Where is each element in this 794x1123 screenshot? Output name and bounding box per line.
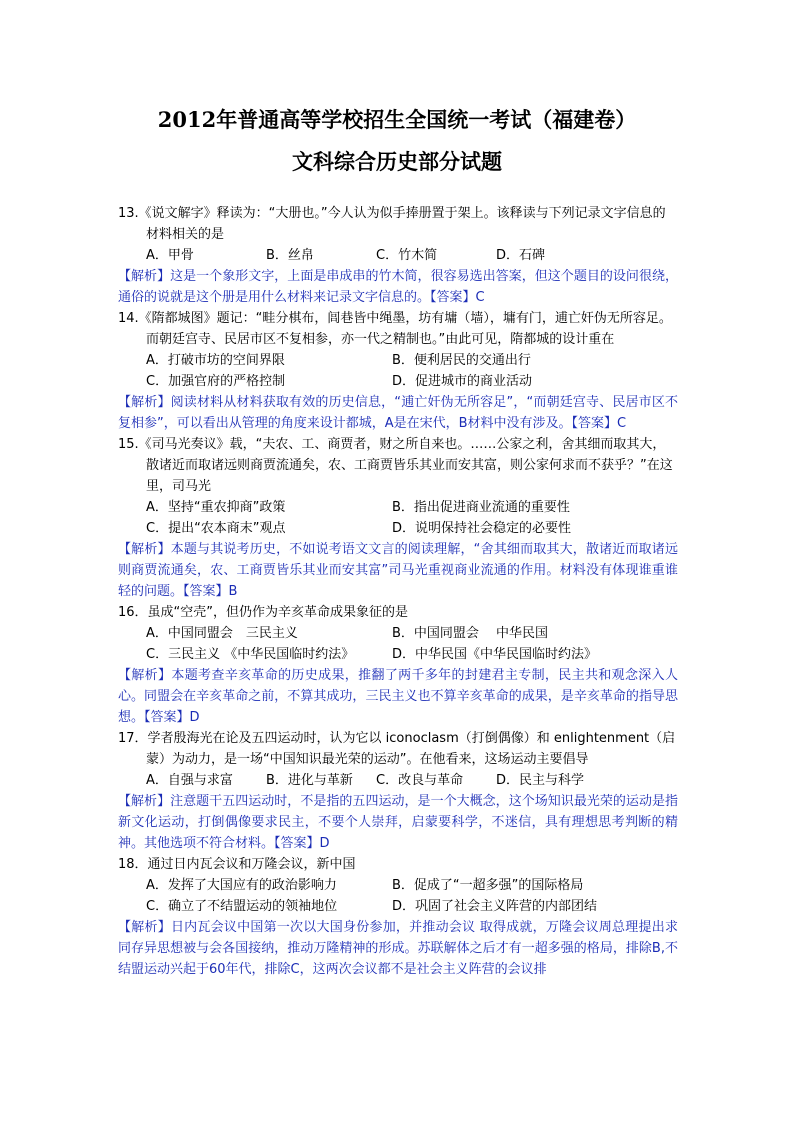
analysis: 【解析】这是一个象形文字，上面是串成串的竹木简，很容易选出答案，但这个题目的设问很绕，通俗的说就是这个册是用什么材料来记录文字信息的。【答案】C	[118, 269, 678, 305]
option-row	[118, 770, 678, 791]
question-stem: 16．虽成“空壳”，但仍作为辛亥革命成果象征的是	[118, 605, 409, 620]
option-b: B．指出促进商业流通的重要性	[392, 500, 570, 515]
page-title: 2012年普通高等学校招生全国统一考试（福建卷）	[157, 107, 637, 132]
question-16	[118, 602, 678, 728]
analysis: 【解析】日内瓦会议中国第一次以大国身份参加，并推动会议 取得成就，万隆会议周总理提出求同存异思想被与会各国接纳，推动万隆精神的形成。苏联解体之后才有一超多强的格局，排除B,不结盟运动兴起于60年代，排除C，这两次会议都不是社会主义阵营的会议排	[118, 920, 678, 977]
option-a: A．打破市坊的空间界限	[146, 353, 285, 368]
option-row	[118, 623, 678, 644]
analysis: 【解析】本题考查辛亥革命的历史成果，推翻了两千多年的封建君主专制，民主共和观念深入人心。同盟会在辛亥革命之前，不算其成功，三民主义也不算辛亥革命的成果，是辛亥革命的指导思想。【答案】D	[118, 668, 678, 725]
option-a: A．自强与求富	[146, 773, 233, 788]
analysis: 【解析】阅读材料从材料获取有效的历史信息，“逋亡奸伪无所容足”，“而朝廷宫寺、民居市区不复相参”，可以看出从管理的角度来设计都城，A是在宋代，B材料中没有涉及。【答案】C	[118, 395, 678, 431]
option-b: B．促成了“一超多强”的国际格局	[392, 878, 584, 893]
option-d: D．促进城市的商业活动	[392, 374, 533, 389]
question-stem: 18．通过日内瓦会议和万隆会议，新中国	[118, 857, 356, 872]
option-d: D．巩固了社会主义阵营的内部团结	[392, 899, 598, 914]
option-c: C．三民主义 《中华民国临时约法》	[146, 647, 355, 662]
question-stem: 14.《隋都城图》题记：“畦分棋布，闾巷皆中绳墨，坊有墉（墙），墉有门，逋亡奸伪无所容足。而朝廷宫寺、民居市区不复相参，亦一代之精制也。”由此可见，隋都城的设计重在	[118, 311, 672, 347]
question-stem: 17．学者殷海光在论及五四运动时，认为它以 iconoclasm（打倒偶像）和 enlightenment（启蒙）为动力，是一场“中国知识最光荣的运动”。在他看来，这场运动主要倡导	[118, 731, 676, 767]
option-row	[118, 350, 678, 371]
question-14	[118, 308, 678, 434]
option-a: A．坚持“重农抑商”政策	[146, 500, 286, 515]
option-a: A．甲骨	[146, 248, 194, 263]
option-row	[118, 497, 678, 518]
option-d: D．民主与科学	[496, 773, 585, 788]
question-list	[118, 203, 678, 980]
question-18	[118, 854, 678, 980]
option-c: C．确立了不结盟运动的领袖地位	[146, 899, 338, 914]
page-subtitle: 文科综合历史部分试题	[292, 149, 502, 174]
option-row	[118, 875, 678, 896]
option-c: C．改良与革命	[376, 773, 464, 788]
option-c: C．竹木简	[376, 248, 438, 263]
option-c: C．提出“农本商末”观点	[146, 521, 286, 536]
option-c: C．加强官府的严格控制	[146, 374, 286, 389]
analysis: 【解析】注意题干五四运动时，不是指的五四运动，是一个大概念，这个场知识最光荣的运动是指新文化运动，打倒偶像要求民主，不要个人崇拜，启蒙要科学，不迷信，具有理想思考判断的精神。其他选项不符合材料。【答案】D	[118, 794, 678, 851]
question-15	[118, 434, 678, 602]
option-b: B．丝帛	[266, 248, 314, 263]
analysis: 【解析】本题与其说考历史，不如说考语文文言的阅读理解，“舍其细而取其大，散诸近而取诸远则商贾流通矣，农、工商贾皆乐其业而安其富”司马光重视商业流通的作用。材料没有体现谁重谁轻的问题。【答案】B	[118, 542, 678, 599]
option-b: B．便利居民的交通出行	[392, 353, 531, 368]
option-a: A．发挥了大国应有的政治影响力	[146, 878, 337, 893]
option-a: A．中国同盟会 三民主义	[146, 626, 298, 641]
option-row	[118, 518, 678, 539]
question-13	[118, 203, 678, 308]
option-d: D．石碑	[496, 248, 546, 263]
option-row	[118, 245, 678, 266]
option-row	[118, 896, 678, 917]
question-stem: 15.《司马光奏议》载，“夫农、工、商贾者，财之所自来也。……公家之利，舍其细而取其大，散诸近而取诸远则商贾流通矣，农、工商贾皆乐其业而安其富，则公家何求而不获乎？”在这里，司马光	[118, 437, 673, 494]
option-row	[118, 371, 678, 392]
option-d: D．说明保持社会稳定的必要性	[392, 521, 572, 536]
option-b: B．中国同盟会 中华民国	[392, 626, 549, 641]
question-stem: 13.《说文解字》释读为：“大册也。”今人认为似手捧册置于架上。该释读与下列记录文字信息的材料相关的是	[118, 206, 666, 242]
option-b: B．进化与革新	[266, 773, 353, 788]
option-row	[118, 644, 678, 665]
option-d: D．中华民国《中华民国临时约法》	[392, 647, 598, 662]
question-17	[118, 728, 678, 854]
